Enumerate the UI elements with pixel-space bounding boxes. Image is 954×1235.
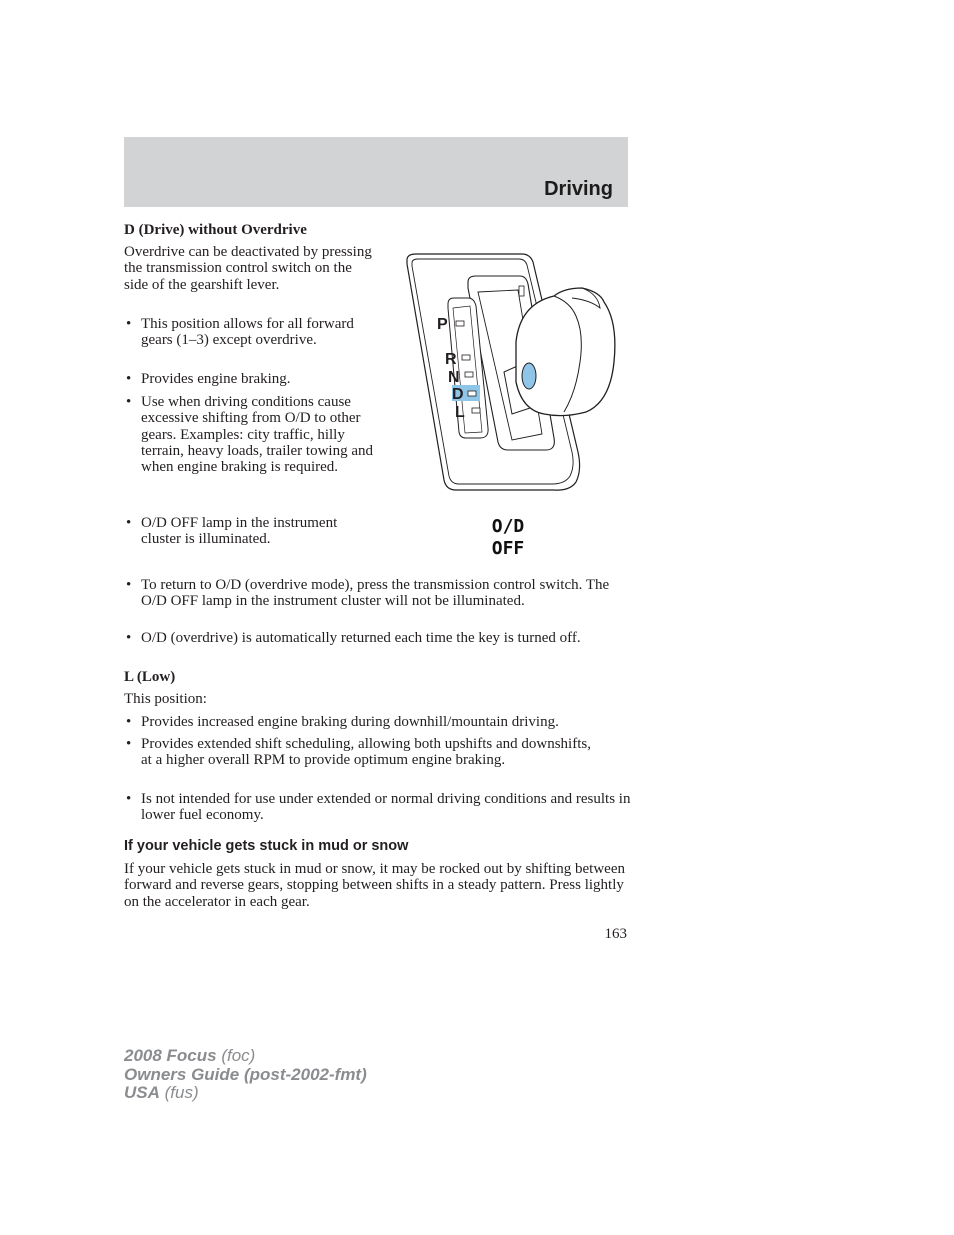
od-lamp-line1: O/D: [491, 516, 525, 537]
bullet-item: • To return to O/D (overdrive mode), press the transmission control switch. The O/D OFF lamp in the instrument cluster will not be illuminated.: [124, 577, 631, 610]
section-header: [124, 137, 628, 207]
bullet-item: • Provides increased engine braking during downhill/mountain driving.: [124, 714, 631, 730]
footer-market-code: (fus): [159, 1083, 199, 1102]
gearshift-illustration: [404, 252, 624, 502]
heading-low: L (Low): [124, 669, 176, 685]
bullet-item: • Provides engine braking.: [124, 371, 371, 387]
footer-document-info: [124, 1047, 367, 1103]
heading-drive-without-overdrive: D (Drive) without Overdrive: [124, 222, 307, 238]
bullet-item: • Provides extended shift scheduling, allowing both upshifts and downshifts, at a higher overall RPM to provide optimum engine braking.: [124, 736, 601, 769]
section-title: Driving: [544, 178, 613, 200]
heading-stuck-in-mud-or-snow: If your vehicle gets stuck in mud or snow: [124, 838, 409, 854]
bullet-item: • This position allows for all forward gears (1–3) except overdrive.: [124, 316, 361, 349]
footer-model: 2008 Focus: [124, 1046, 217, 1065]
bullet-item: • O/D OFF lamp in the instrument cluster is illuminated.: [124, 515, 376, 548]
od-switch-button: [522, 363, 536, 389]
gear-letter-r: R: [445, 351, 457, 368]
gear-lamp-l: [472, 408, 480, 413]
bullet-item: • Use when driving conditions cause excessive shifting from O/D to other gears. Examples: city traffic, hilly terrain, heavy loads, trailer towing and when engine braking is required.: [124, 394, 376, 475]
gear-lamp-r: [462, 355, 470, 360]
gate-detent: [519, 286, 524, 296]
gear-lamp-n: [465, 372, 473, 377]
paragraph-overdrive-intro: Overdrive can be deactivated by pressing the transmission control switch on the side of the gearshift lever.: [124, 244, 372, 293]
gear-letter-d: D: [452, 386, 464, 403]
gear-lamp-p: [456, 321, 464, 326]
bullet-item: • O/D (overdrive) is automatically returned each time the key is turned off.: [124, 630, 631, 646]
od-lamp-line2: OFF: [491, 538, 525, 559]
gear-lamp-d: [468, 391, 476, 396]
gear-letter-n: N: [448, 369, 460, 386]
footer-market: USA: [124, 1083, 160, 1102]
page-number: 163: [604, 926, 627, 942]
gearshift-diagram: [404, 252, 624, 497]
gear-letter-p: P: [437, 316, 448, 333]
footer-model-code: (foc): [216, 1046, 256, 1065]
footer-guide: Owners Guide (post-2002-fmt): [124, 1064, 367, 1084]
gear-letter-l: L: [455, 404, 465, 421]
bullet-item: • Is not intended for use under extended or normal driving conditions and results in lower fuel economy.: [124, 791, 631, 824]
paragraph-low-intro: This position:: [124, 691, 207, 707]
od-off-lamp-symbol: [470, 516, 546, 560]
paragraph-stuck-in-mud: If your vehicle gets stuck in mud or snow, it may be rocked out by shifting between forward and reverse gears, stopping between shifts in a steady pattern. Press lightly on the accelerator in each gear.: [124, 861, 625, 910]
